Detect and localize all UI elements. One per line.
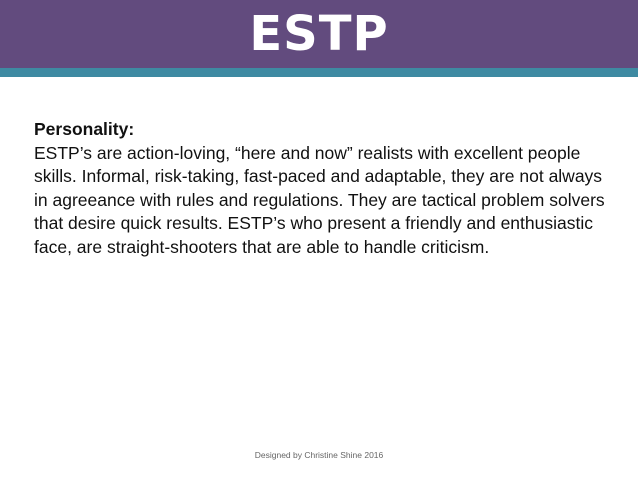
slide-title: ESTP — [249, 6, 389, 62]
slide-content — [34, 118, 614, 259]
footer-credit: Designed by Christine Shine 2016 — [254, 450, 384, 460]
banner-accent-stripe — [0, 68, 638, 77]
personality-description: ESTP’s are action-loving, “here and now” realists with excellent people skills. Informal, risk-taking, fast-paced and adaptable, they are not always in agreeance with rules and regulations. They are tactical problem solvers that desire quick results. ESTP’s who present a friendly and enthusiastic face, are straight-shooters that are able to handle criticism. — [34, 142, 605, 257]
title-banner — [0, 0, 638, 68]
section-heading: Personality: — [34, 119, 135, 139]
